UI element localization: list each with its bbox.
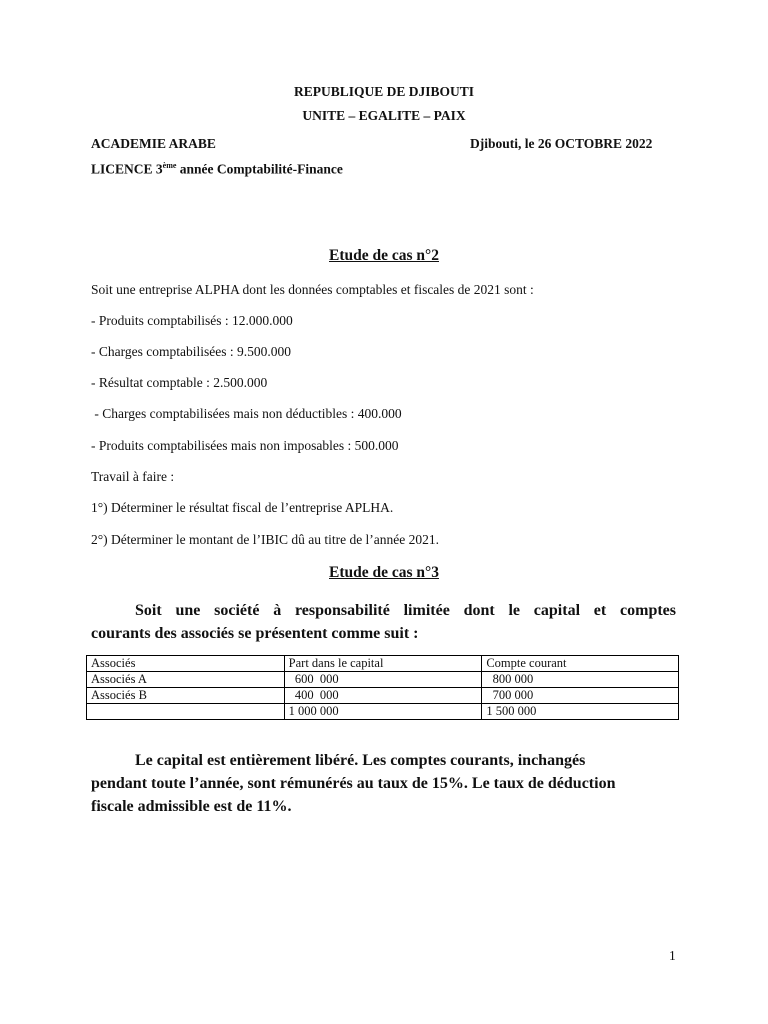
table-cell: 400 000 [284, 688, 482, 704]
table-cell: Associés A [87, 672, 285, 688]
page-number: 1 [669, 948, 676, 963]
table-cell: 1 500 000 [482, 704, 679, 720]
case2-intro: Soit une entreprise ALPHA dont les données comptables et fiscales de 2021 sont : [91, 282, 534, 297]
table-header-row [87, 656, 679, 672]
table-cell: 800 000 [482, 672, 679, 688]
header-country: REPUBLIQUE DE DJIBOUTI [293, 84, 475, 99]
header-academy: ACADEMIE ARABE [91, 136, 216, 151]
header-date: Djibouti, le 26 OCTOBRE 2022 [470, 136, 653, 151]
case2-task: 1°) Déterminer le résultat fiscal de l’entreprise APLHA. [91, 500, 394, 515]
case3-para-line1: Le capital est entièrement libéré. Les comptes courants, inchangés [135, 752, 586, 769]
table-header-cell: Associés [87, 656, 285, 672]
header-licence [91, 161, 343, 178]
licence-superscript: ème [162, 161, 177, 170]
case2-item: - Résultat comptable : 2.500.000 [91, 375, 268, 390]
table-cell: 700 000 [482, 688, 679, 704]
case3-intro-line1: Soit une société à responsabilité limitée dont le capital et comptes [135, 602, 676, 619]
case2-item: - Charges comptabilisées mais non déductibles : 400.000 [91, 406, 402, 421]
case2-item: - Produits comptabilisées mais non imposables : 500.000 [91, 438, 399, 453]
licence-suffix: année Comptabilité-Finance [176, 161, 343, 177]
case3-para-line3: fiscale admissible est de 11%. [91, 798, 292, 815]
table-row [87, 672, 679, 688]
case2-item: - Charges comptabilisées : 9.500.000 [91, 344, 291, 359]
table-cell [87, 704, 285, 720]
licence-prefix: LICENCE 3 [91, 161, 163, 177]
table-cell: 1 000 000 [284, 704, 482, 720]
table-header-cell: Compte courant [482, 656, 679, 672]
table-row [87, 688, 679, 704]
case3-title: Etude de cas n°3 [329, 564, 439, 581]
case3-para-line2: pendant toute l’année, sont rémunérés au taux de 15%. Le taux de déduction [91, 775, 616, 792]
table-header-cell: Part dans le capital [284, 656, 482, 672]
case2-title: Etude de cas n°2 [329, 247, 439, 264]
table-cell: Associés B [87, 688, 285, 704]
associates-table [86, 655, 679, 720]
table-total-row [87, 704, 679, 720]
case3-intro-line2: courants des associés se présentent comme suit : [91, 625, 419, 642]
case2-task: 2°) Déterminer le montant de l’IBIC dû au titre de l’année 2021. [91, 532, 440, 547]
table-cell: 600 000 [284, 672, 482, 688]
header-motto: UNITE – EGALITE – PAIX [302, 108, 466, 123]
case2-item: - Produits comptabilisés : 12.000.000 [91, 313, 293, 328]
case2-task-label: Travail à faire : [91, 469, 175, 484]
